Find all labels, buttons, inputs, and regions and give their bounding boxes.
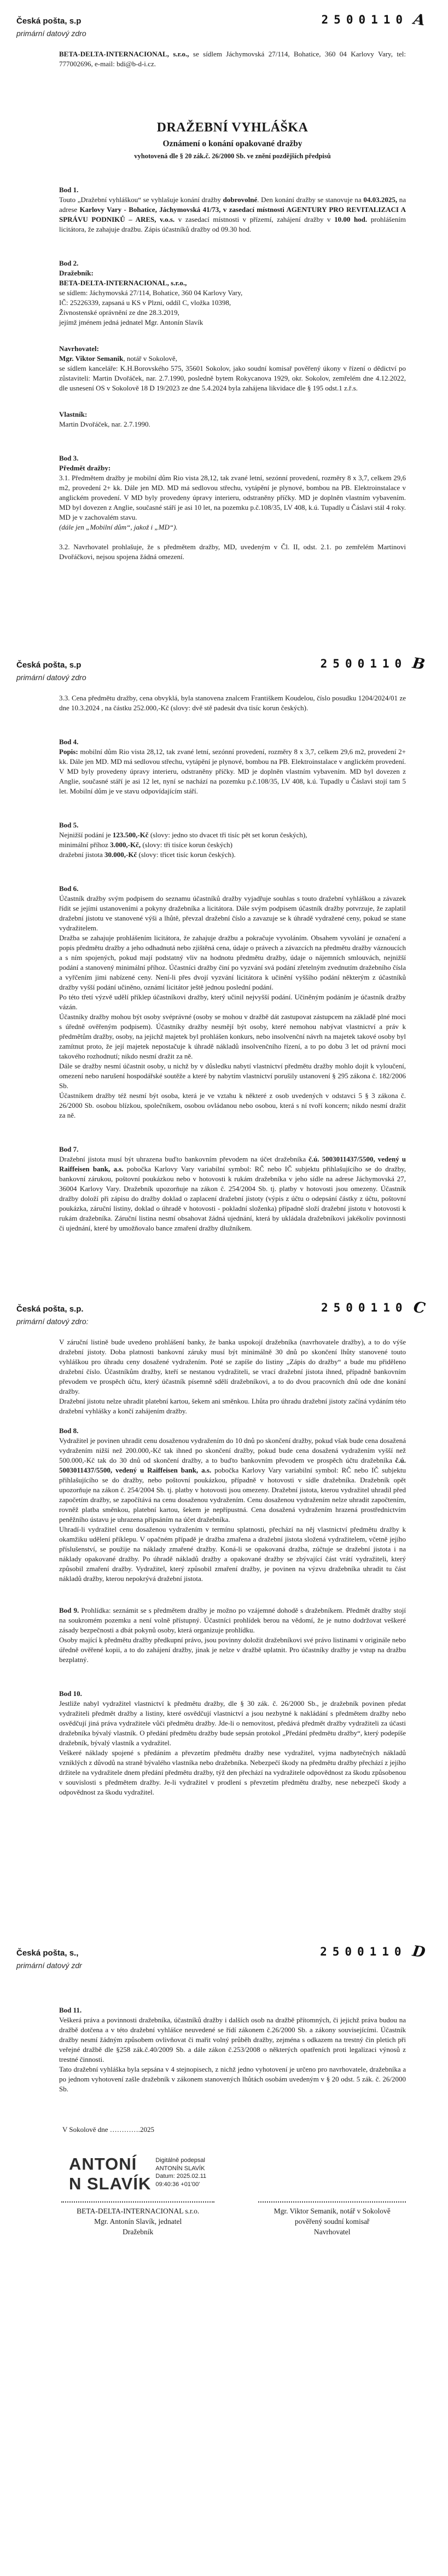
- postal-org-name: Česká pošta, s.p: [16, 660, 82, 670]
- batch-stamp: [320, 654, 427, 674]
- document-title: DRAŽEBNÍ VYHLÁŠKA: [156, 120, 309, 135]
- bod-8-paragraph-2: Uhradí-li vydražitel cenu dosaženou vydražením v termínu splatnosti, přechází na něj vlastnictví předmětu dražby k okamžiku udělení příklepu. V opačném případě je dražba zmařena a dražební jistota složená vydražitelem, včetně jejího příslušenství, se použije na náklady zmařené dražby. Koná-li se opakovaná dražba, zúčtuje se dražební jistota i na náklady opakované dražby. Po úhradě nákladů dražby a opakované dražby se zbývající část vrátí vydražiteli, který způsobil zmaření dražby. Vydražitel, který způsobil zmaření dražby, je povinen na výzvu dražebníka uhradit tu část nákladů dražby, kterou nepokrývá dražební jistota.: [59, 1525, 406, 1583]
- bod-10-paragraph-2: Veškeré náklady spojené s předáním a převzetím předmětu dražby nese vydražitel, vyjma nadbytečných nákladů vzniklých z důvodů na straně bývalého vlastníka nebo dražebníka. Nebezpečí škody na předmětu dražby přechází z jejího držitele na vydražitele dnem předání předmětu dražby, týž den přechází na vydražitele odpovědnost za škodu způsobenou v souvislosti s předmětem dražby. Je-li vydražitel v prodlení s převzetím předmětu dražby, nese nebezpečí škody a odpovědnost za škodu vydražitel.: [59, 1749, 406, 1796]
- bod-6-paragraph-4: Účastníky dražby mohou být osoby svéprávné (osoby se mohou v dražbě dát zastupovat zástupcem na základě plné moci s úředně ověřeným podpisem). Účastníky dražby nesmějí být osoby, které nemohou nabývat vlastnictví a práv k předmětům dražby, osoby, na jejichž majetek byl prohlášen konkurs, nebo insolvenční návrh na majetek takové osoby byl zamítnut proto, že její majetek nepostačuje k úhradě nákladů insolvenčního řízení, a to po dobu 3 let od právní moci takového rozhodnutí; nikdo nesmí dražit za ně.: [59, 1013, 406, 1060]
- postal-org-name: Česká pošta, s.,: [16, 1948, 79, 1958]
- page-4-body: [0, 1932, 448, 2237]
- dotted-signature-line: [61, 2201, 214, 2203]
- stamp-letter: B: [411, 654, 427, 674]
- sender-line: BETA-DELTA-INTERNACIONAL, s.r.o., se sídlem Jáchymovská 27/114, Bohatice, 360 04 Karlovy Vary, tel: 777002696, e-mail: bdi@b-d-i.cz.: [59, 50, 406, 68]
- bod-7-paragraph: Dražební jistota musí být uhrazena buďto bankovním převodem na účet dražebníka č.ú. 5003011437/5500, vedený u Raiffeisen bank, a.s. pobočka Karlovy Vary variabilní symbol: RČ nebo IČ subjektu přihlašujícího se do dražby, bankovní zárukou, poštovní poukázkou nebo v hotovosti k rukám dražebníka v jeho sídle na adrese Jáchymovská 27, 36004 Karlovy Vary. Dražebník upozorňuje na zákon č. 254/2004 Sb. tj. platby v hotovosti jsou omezeny. Účastník dražby doloží při zápisu do dražby doklad o zaplacení dražební jistoty (výpis z účtu o odepsání částky z účtu, poštovní poukázka, záruční listiny, doklad o úhradě v hotovosti - pokladní složenka) případně složí dražební jistotu v hotovosti k rukám dražebníka. Záruční listina nesmí obsahovat žádná ujednání, která by ukládala dražebníkovi jakékoliv povinnosti či ujednání, které by umožňovalo bance zmaření dražby dlužníkem.: [59, 1155, 406, 1232]
- clause-3-3: 3.3. Cena předmětu dražby, cena obvyklá, byla stanovena znalcem Františkem Koudelou, číslo posudku 1204/2024/01 ze dne 10.3.2024 , na částku 252.000,-Kč (slovy: dvě stě padesát dva tisíc korun českých).: [59, 694, 406, 712]
- document-page-1: [0, 0, 448, 644]
- auctioneer-signature-person: Mgr. Antonín Slavík, jednatel: [94, 2217, 182, 2226]
- clause-3-1-note: (dále jen „Mobilní dům“, jakož i „MD“).: [59, 523, 178, 531]
- proposer-signature-person: Mgr. Viktor Semanik, notář v Sokolově: [274, 2207, 391, 2215]
- stamp-letter: D: [411, 1942, 427, 1962]
- preemption-right-paragraph: Osoby mající k předmětu dražby předkupní právo, jsou povinny doložit dražebníkovi své právo listinami v originále nebo úředně ověřené kopii, a to do zahájení dražby, jinak je nelze v dražbě uplatnit. Pro účastníky dražby je vstup na dražbu bezplatný.: [59, 1636, 406, 1664]
- bod-10-paragraph-1: Jestliže nabyl vydražitel vlastnictví k předmětu dražby, dle § 30 zák. č. 26/2000 Sb., je dražebník povinen předat vydražiteli předmět dražby a listiny, které osvědčují vlastnictví a jsou nezbytné k nakládání s předmětem dražby nebo osvědčují jiná práva vydražitele vůči předmětu dražby. Jde-li o nemovitost, předává předmět dražby vydražiteli za účasti dražebníka bývalý vlastník. O předání předmětu dražby bude sepsán protokol „Předání předmětu dražby“, který podepíše dražebník, bývalý vlastník a vydražitel.: [59, 1699, 406, 1747]
- proposer-label: Navrhovatel:: [59, 344, 99, 353]
- postal-source-label: primární datový zdr: [16, 1961, 82, 1970]
- postal-org-name: Česká pošta, s.p.: [16, 1304, 84, 1314]
- postal-header: [16, 1304, 89, 1326]
- digital-signature-details: Digitálně podepsal ANTONÍN SLAVÍK Datum: 2025.02.11 09:40:36 +01'00': [155, 2157, 207, 2188]
- section-heading-bod-4: Bod 4.: [59, 738, 79, 746]
- page-2-body: [0, 644, 448, 1233]
- bod-4-paragraph: Popis: mobilní dům Rio vista 28,12, tak zvané letní, sezónní provedení, rozměry 8 x 3,7, celkem 29,6 m2, provedení 2+ kk. Dále jen MD. MD má sedlovou střechu, vytápění je plynové, bombou na PB. Elektroinstalace v anglickém provedení. V MD byly provedeny úpravy interieru, odstraněny příčky. MD je doplněn vlastním vybavením. MD byl dovezen z Anglie, současné stáří je asi 12 let, nyní se nachází na pozemku p.č.108/35, LV 408, k.ú. Tupadly u Čáslavi stojí tam 5 let. Mobilní dům je ve stavu odpovídajícím stáří.: [59, 748, 406, 795]
- batch-stamp: [321, 10, 427, 30]
- deposit-payment-note: Dražební jistotu nelze uhradit platební kartou, šekem ani směnkou. Lhůta pro úhradu dražební jistoty začíná vydáním této dražební vyhlášky a končí zahájením dražby.: [59, 1397, 406, 1415]
- section-heading-bod-10: Bod 10.: [59, 1689, 82, 1698]
- stamp-number: 2500110: [321, 13, 409, 26]
- stamp-number: 2500110: [320, 1945, 407, 1958]
- proposer-name: Mgr. Viktor Semanik, notář v Sokolově,: [59, 354, 177, 363]
- bod-11-paragraph-2: Tato dražební vyhláška byla sepsána v 4 stejnopisech, z nichž jedno vyhotovení je určeno pro navrhovatele, dražebníka a po jednom vyhotovení zašle dražebník v zákonem stanovených lhůtách osobám uvedeným v § 20 odst. 5 zák. č. 26/2000 Sb.: [59, 2065, 406, 2093]
- auctioneer-licence: Živnostenské oprávnění ze dne 28.3.2019,: [59, 308, 179, 317]
- document-subnote: vyhotovená dle § 20 zák.č. 26/2000 Sb. ve znění pozdějších předpisů: [134, 152, 331, 160]
- section-heading-bod-2: Bod 2.: [59, 259, 79, 267]
- bod-6-paragraph-5: Dále se dražby nesmí účastnit osoby, u nichž by v důsledku nabytí vlastnictví předmětu dražby mohlo dojít k vyloučení, omezení nebo narušení hospodářské soutěže a které by nabytím vlastnictví porušily ustanovení § 295 zákona č. 182/2006 Sb.: [59, 1062, 406, 1090]
- section-heading-bod-7: Bod 7.: [59, 1145, 79, 1153]
- digital-signature-stamp: [69, 2154, 406, 2194]
- batch-stamp: [320, 1942, 427, 1962]
- proposer-signature-title: Navrhovatel: [313, 2228, 351, 2236]
- clause-3-1: 3.1. Předmětem dražby je mobilní dům Rio vista 28,12, tak zvané letní, sezónní provedení, rozměry 8 x 3,7, celkem 29,6 m2, provedení 2+ kk. Dále jen MD. MD má sedlovou střechu, vytápění je plynové, bombou na PB. Elektroinstalace v anglickém provedení. V MD byly provedeny úpravy interieru, odstraněny příčky. MD je doplněn vlastním vybavením. MD byl dovezen z Anglie, současné stáří je asi 10 let, na pozemku p.č.108/35, LV 408, k.ú. Tupadly u Čáslavi stál 4 roky. MD je v zachovalém stavu.: [59, 474, 406, 521]
- proposer-signature-role: pověřený soudní komisař: [294, 2217, 370, 2226]
- bod-1-paragraph: Touto „Dražební vyhláškou“ se vyhlašuje konání dražby dobrovolné. Den konání dražby se stanovuje na 04.03.2025, na adrese Karlovy Vary - Bohatice, Jáchymovská 41/73, v zasedací místnosti AGENTURY PRO REVITALIZACI A SPRÁVU PODNIKŮ – ARES, v.o.s. v zasedací místnosti v přízemí, zahájení dražby v 10.00 hod. prohlášením licitátora, že zahajuje dražbu. Zápis účastníků dražby od 09.30 hod.: [59, 196, 406, 233]
- stamp-letter: A: [412, 10, 427, 30]
- document-subtitle: Oznámení o konání opakované dražby: [162, 139, 302, 148]
- batch-stamp: [321, 1298, 427, 1318]
- auction-deposit-line: dražební jistota 30.000,-Kč (slovy: třicet tisíc korun českých).: [59, 850, 236, 859]
- stamp-number: 2500110: [320, 657, 408, 670]
- bod-11-paragraph-1: Veškerá práva a povinnosti dražebníka, účastníků dražby i dalších osob na dražbě přítomných, či jejichž práva budou na dražbě dotčena a v této dražební vyhlášce neuvedené se řídí zákonem č.26/2000 Sb. a zákony souvisejícími. Účastník dražby nesmí žádným způsobem ovlivňovat či mařit volný průběh dražby, zejména s odkazem na trestný čin pletich při veřejné dražbě dle §258 zák.č.40/2009 Sb. a dále zákon č.253/2008 o některých opatřeních proti legalizaci výnosů z trestné činnosti.: [59, 2016, 406, 2063]
- auctioneer-address: se sídlem: Jáchymovská 27/114, Bohatice, 360 04 Karlovy Vary,: [59, 289, 243, 297]
- owner-label: Vlastník:: [59, 410, 88, 418]
- bod-6-paragraph-6: Účastníkem dražby též nesmí být osoba, která je ve vztahu k některé z osob uvedených v odstavci 5 § 3 zákona č. 26/2000 Sb. osobou blízkou, společníkem, osobou ovládanou nebo osobou, která s ní tvoří koncern; nikdo nesmí dražit za ně.: [59, 1091, 406, 1119]
- signature-date-line: V Sokolově dne ………….2025: [62, 2125, 155, 2134]
- dotted-signature-line: [258, 2201, 406, 2203]
- section-heading-bod-6: Bod 6.: [59, 884, 79, 893]
- postal-source-label: primární datový zdro: [16, 673, 86, 682]
- postal-header: [16, 660, 86, 682]
- auctioneer-label: Dražebník:: [59, 269, 94, 277]
- stamp-letter: C: [412, 1298, 427, 1318]
- proposer-signature-block: [258, 2201, 406, 2237]
- page-1-body: [0, 0, 448, 562]
- clause-3-2: 3.2. Navrhovatel prohlašuje, že s předmětem dražby, MD, uvedeným v Čl. II, odst. 2.1. po zemřelém Martinovi Dvořáčkovi, nejsou spojena žádná omezení.: [59, 543, 406, 561]
- postal-header: [16, 1948, 82, 1970]
- signature-columns: [59, 2201, 406, 2237]
- section-heading-bod-1: Bod 1.: [59, 186, 79, 194]
- section-heading-bod-5: Bod 5.: [59, 821, 79, 829]
- postal-header: [16, 16, 86, 38]
- minimum-raise-line: minimální příhoz 3.000,-Kč, (slovy: tři tisíce korun českých): [59, 841, 233, 849]
- postal-source-label: primární datový zdro:: [16, 1317, 89, 1326]
- auctioneer-signature-role: Dražebník: [123, 2228, 154, 2236]
- bank-guarantee-paragraph: V záruční listině bude uvedeno prohlášení banky, že banka uspokojí dražebníka (navrhovatele dražby), a to do výše dražební jistoty. Doba platnosti bankovní záruky musí být minimálně 30 dnů po skončení lhůty stanovené touto vyhláškou pro úhradu ceny dosažené vydražením. Poté se zapíše do listiny „Zápis do dražby“ a bude mu přiděleno dražební číslo. Účastníkům dražby, kteří se nestanou vydražiteli, se vrací dražební jistota ihned, případně bankovním převodem ve prospěch účtu, který účastník písemně sdělí dražebníkovi, a to do dvou pracovních dnů ode dne konání dražby.: [59, 1338, 406, 1395]
- auctioneer-signature-company: BETA-DELTA-INTERNACIONAL s.r.o.: [77, 2207, 200, 2215]
- auctioneer-id: IČ: 25226339, zapsaná u KS v Plzni, oddíl C, vložka 10398,: [59, 298, 231, 307]
- auctioneer-agent: jejímž jménem jedná jednatel Mgr. Antonín Slavík: [59, 318, 203, 326]
- document-page-2: [0, 644, 448, 1288]
- auctioneer-name: BETA-DELTA-INTERNACIONAL, s.r.o.,: [59, 279, 187, 287]
- auctioneer-signature-block: [61, 2201, 214, 2237]
- digital-signature-name: ANTONÍ N SLAVÍK: [69, 2154, 152, 2193]
- bod-6-paragraph-3: Po této třetí výzvě udělí příklep účastníkovi dražby, který učinil nejvyšší podání. Učiněným podáním je účastník dražby vázán.: [59, 993, 406, 1011]
- bod-6-paragraph-1: Účastník dražby svým podpisem do seznamu účastníků dražby vyjadřuje souhlas s touto dražební vyhláškou a závazek řídit se jejími ustanoveními a pokyny dražebníka a licitátora. Dále svým podpisem účastník dražby potvrzuje, že zaplatil dražební jistotu ve stanovené výši a lhůtě, převzal dražební číslo a zavazuje se k úhradě vydražené ceny, pokud se stane vydražitelem.: [59, 894, 406, 932]
- postal-org-name: Česká pošta, s.p: [16, 16, 82, 26]
- section-heading-bod-11: Bod 11.: [59, 2006, 82, 2014]
- bod-6-paragraph-2: Dražba se zahajuje prohlášením licitátora, že zahajuje dražbu a pokračuje vyvoláním. Obsahem vyvolání je označení a popis předmětu dražby a jeho odhadnutá nebo zjištěná cena, údaje o právech a závazcích na předmětu dražby váznoucích a s ním spojených, pokud mají podstatný vliv na hodnotu předmětu dražby, údaje o nájemních smlouvách, nejnižší podání a stanovený minimální příhoz. Účastníci dražby činí po vyzvání svá podání zřetelným zvednutím dražebního čísla a vyřčením jimi nabízené ceny. Není-li přes dvojí vyzvání licitátora k učinění vyššího podání některým z účastníků dražby vyšší podání učiněno, oznámí licitátor ještě jednou poslední podání.: [59, 934, 406, 991]
- owner-name: Martin Dvořáček, nar. 2.7.1990.: [59, 420, 150, 428]
- section-heading-bod-8: Bod 8.: [59, 1427, 79, 1435]
- bod-8-paragraph-1: Vydražitel je povinen uhradit cenu dosaženou vydražením do 10 dnů po skončení dražby, pokud však bude cena dosažená vydražením nižší než 200.000,-Kč tak ihned po skončení dražby, pokud bude cena dosažená vydražením vyšší než 500.000,-Kč tak do 30 dnů od skončení dražby, a to buďto bankovním převodem ve prospěch účtu dražebníka č.ú. 5003011437/5500, vedený u Raiffeisen bank, a.s. pobočka Karlovy Vary variabilní symbol: RČ nebo IČ subjektu přihlašujícího se do dražby, nebo poštovní poukázkou, případně v hotovosti v sídle dražebníka. Dražebník opět upozorňuje na zákon č. 254/2004 Sb. tj. platby v hotovosti jsou omezeny. Dražební jistota, kterou vydražitel uhradil před započetím dražby, se započítává na cenu dosaženou vydražením. Cenu dosaženou vydražením nelze uhradit započtením, rovněž platba směnkou, platební kartou, šekem je nepřípustná. Cena dosažená vydražením hrazená prostřednictvím peněžního ústavu je uhrazena připsáním na účet dražebníka.: [59, 1436, 406, 1523]
- subject-label: Předmět dražby:: [59, 464, 111, 472]
- page-3-body: [0, 1288, 448, 1797]
- bod-9-paragraph: Bod 9. Prohlídka: seznámit se s předmětem dražby je možno po vzájemné dohodě s dražebníkem. Předmět dražby stojí na soukromém pozemku a není volně přístupný. Účastníci prohlídek berou na vědomí, že je nutno dodržovat veškeré zásady bezpečnosti a dbát pokynů osoby, která organizuje prohlídku.: [59, 1606, 406, 1634]
- section-heading-bod-3: Bod 3.: [59, 454, 79, 462]
- proposer-details: se sídlem kanceláře: K.H.Borovského 575, 35601 Sokolov, jako soudní komisař pověřený úkony v řízení o dědictví po zůstaviteli: Martin Dvořáček, nar. 2.7.1990, posledně bytem Rokycanova 1929, okr. Sokolov, zemřelém dne 4.12.2022, dle usnesení OS v Sokolově 18 D 19/2023 ze dne 5.4.2024 byla zahájena likvidace dle § 195 odst.1 z.ř.s.: [59, 364, 406, 392]
- document-page-4: [0, 1932, 448, 2576]
- document-page-3: [0, 1288, 448, 1932]
- stamp-number: 2500110: [321, 1301, 408, 1314]
- postal-source-label: primární datový zdro: [16, 29, 86, 38]
- lowest-bid-line: Nejnižší podání je 123.500,-Kč (slovy: jedno sto dvacet tři tisíc pět set korun českých),: [59, 831, 307, 839]
